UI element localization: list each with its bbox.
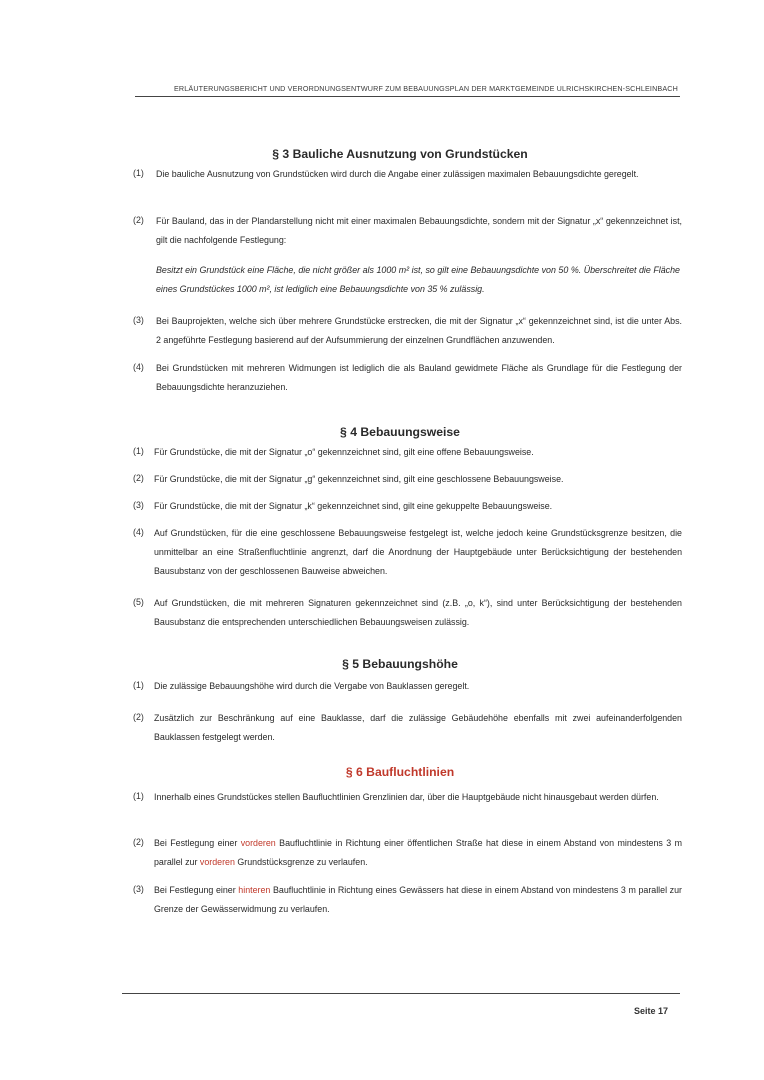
paragraph-number: (5)	[133, 597, 144, 607]
section-3-paragraph-3: Bei Bauprojekten, welche sich über mehrere Grundstücke erstrecken, die mit der Signatur „x“ gekennzeichnet sind, ist die unter Abs. 2 angeführte Festlegung basierend auf der Aufsummierung der einzelnen Grundflächen anzuwenden.	[156, 316, 682, 345]
footer-rule	[122, 993, 680, 994]
paragraph-number: (2)	[133, 215, 144, 225]
section-4-heading: § 4 Bebauungsweise	[340, 425, 460, 439]
paragraph-number: (3)	[133, 884, 144, 894]
highlighted-term: vorderen	[199, 857, 235, 867]
paragraph-number: (1)	[133, 680, 144, 690]
section-4-paragraph-4: Auf Grundstücken, für die eine geschlossene Bebauungsweise festgelegt ist, welche jedoch keine Grundstücksgrenze besitzen, die unmittelbar an eine Straßenfluchtlinie angrenzt, darf die Anordnung der Hauptgebäude unter Berücksichtigung der bestehenden Bausubstanz von der geschlossenen Bauweise abweichen.	[154, 528, 682, 576]
section-3-rule-text: Besitzt ein Grundstück eine Fläche, die nicht größer als 1000 m² ist, so gilt eine Bebauungsdichte von 50 %. Überschreitet die Fläche eines Grundstückes 1000 m², ist lediglich eine Bebauungsdichte von 35 % zulässig.	[156, 265, 680, 294]
section-3-paragraph-1: Die bauliche Ausnutzung von Grundstücken wird durch die Angabe einer zulässigen maximalen Bebauungsdichte geregelt.	[156, 169, 639, 179]
header-rule	[135, 96, 680, 97]
running-header: ERLÄUTERUNGSBERICHT UND VERORDNUNGSENTWURF ZUM BEBAUUNGSPLAN DER MARKTGEMEINDE ULRICHSKIRCHEN-SCHLEINBACH	[173, 84, 678, 93]
section-3-paragraph-2: Für Bauland, das in der Plandarstellung nicht mit einer maximalen Bebauungsdichte, sondern mit der Signatur „x“ gekennzeichnet ist, gilt die nachfolgende Festlegung:	[156, 216, 682, 245]
section-6-paragraph-3	[154, 881, 682, 919]
section-4-paragraph-5: Auf Grundstücken, die mit mehreren Signaturen gekennzeichnet sind (z.B. „o, k“), sind unter Berücksichtigung der bestehenden Bausubstanz die entsprechenden unterschiedlichen Bebauungsweisen zulässig.	[154, 598, 682, 627]
paragraph-number: (1)	[133, 446, 144, 456]
section-6-paragraph-1: Innerhalb eines Grundstückes stellen Baufluchtlinien Grenzlinien dar, über die Hauptgebäude nicht hinausgebaut werden dürfen.	[154, 792, 659, 802]
paragraph-number: (4)	[133, 362, 144, 372]
section-6-paragraph-2	[154, 834, 682, 872]
paragraph-number: (4)	[133, 527, 144, 537]
paragraph-number: (3)	[133, 500, 144, 510]
highlighted-term: hinteren	[238, 885, 271, 895]
paragraph-number: (2)	[133, 837, 144, 847]
paragraph-number: (2)	[133, 473, 144, 483]
section-6-heading: § 6 Baufluchtlinien	[345, 765, 455, 779]
paragraph-number: (1)	[133, 791, 144, 801]
paragraph-number: (3)	[133, 315, 144, 325]
section-4-paragraph-3: Für Grundstücke, die mit der Signatur „k“ gekennzeichnet sind, gilt eine gekuppelte Bebauungsweise.	[154, 501, 553, 511]
section-4-paragraph-1: Für Grundstücke, die mit der Signatur „o“ gekennzeichnet sind, gilt eine offene Bebauungsweise.	[154, 447, 534, 457]
paragraph-text: Baufluchtlinie in Richtung einer öffentlichen Straße hat diese in einem Abstand von mindestens 3 m parallel zur	[154, 838, 683, 867]
paragraph-text: Grundstücksgrenze zu verlaufen.	[234, 857, 368, 867]
section-4-paragraph-2: Für Grundstücke, die mit der Signatur „g“ gekennzeichnet sind, gilt eine geschlossene Bebauungsweise.	[154, 474, 564, 484]
paragraph-text: Bei Festlegung einer	[154, 838, 241, 848]
section-3-paragraph-4: Bei Grundstücken mit mehreren Widmungen ist lediglich die als Bauland gewidmete Fläche als Grundlage für die Festlegung der Bebauungsdichte heranzuziehen.	[156, 363, 682, 392]
section-5-paragraph-2: Zusätzlich zur Beschränkung auf eine Bauklasse, darf die zulässige Gebäudehöhe ebenfalls mit zwei aufeinanderfolgenden Bauklassen festgelegt werden.	[154, 713, 682, 742]
section-3-heading: § 3 Bauliche Ausnutzung von Grundstücken	[272, 147, 528, 161]
section-5-paragraph-1: Die zulässige Bebauungshöhe wird durch die Vergabe von Bauklassen geregelt.	[154, 681, 470, 691]
highlighted-term: vorderen	[240, 838, 276, 848]
paragraph-text: Baufluchtlinie in Richtung eines Gewässers hat diese in einem Abstand von mindestens 3 m parallel zur Grenze der Gewässerwidmung zu verlaufen.	[154, 885, 682, 914]
section-5-heading: § 5 Bebauungshöhe	[342, 657, 458, 671]
paragraph-number: (2)	[133, 712, 144, 722]
paragraph-text: Bei Festlegung einer	[154, 885, 239, 895]
paragraph-number: (1)	[133, 168, 144, 178]
page-number: Seite 17	[633, 1006, 668, 1016]
